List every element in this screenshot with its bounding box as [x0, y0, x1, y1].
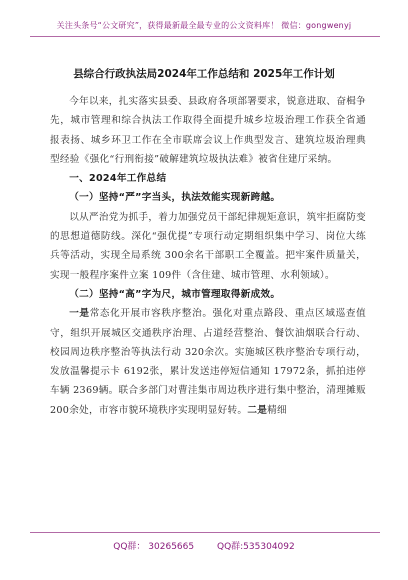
header-banner: 关注头条号“公文研究”，获得最新最全最专业的公文资料库！ 微信：gongwenyj [56, 21, 352, 30]
paragraph-text-1: 常态化开展市容秩序整治。强化对重点路段、重点区域巡查值守，组织开展城区交通秩序治理、占道经营整治、餐饮油烟联合行动、校园周边秩序整治等执法行动 320余次。实施城区秩序整治专项行动，发放温馨提示卡 6192张，累计发送违停短信通知 17972条，抓拍违停车辆 2369辆。联合多部门对曹洼集市周边秩序进行集中整治，清理摊贩 200余处，市容市貌环境秩序实现明显好转。 [50, 308, 366, 416]
footer-qq-group-1: QQ群： 30265665 [113, 542, 195, 552]
footer-divider [30, 532, 380, 533]
footer-qq-group-2: QQ群:535304092 [216, 542, 295, 552]
paragraph-text-2: 精细 [267, 404, 287, 416]
paragraph-lead-2: 二是 [247, 404, 268, 416]
header-divider [30, 36, 380, 37]
paragraph-lead-1: 一是 [69, 308, 90, 320]
subsection-heading-2: （二）坚持“高”字为尺，城市管理取得新成效。 [69, 288, 281, 300]
subsection-heading-1: （一）坚持“严”字当头，执法效能实现新跨越。 [69, 192, 281, 204]
subsection-paragraph-2 [50, 304, 366, 420]
footer [0, 539, 408, 552]
document-body [50, 92, 366, 420]
document-title: 县综合行政执法局2024年工作总结和 2025年工作计划 [73, 68, 335, 80]
section-heading-1: 一、2024年工作总结 [69, 173, 167, 185]
subsection-paragraph-1: 以从严治党为抓手，着力加强党员干部纪律规矩意识，筑牢拒腐防变的思想道德防线。深化“强优提”专项行动定期组织集中学习、岗位大练兵等活动，实现全局系统 300余名干部职工全覆盖。把牢案件质量关，实现一般程序案件立案 109件（含住建、城市管理、水利领域）。 [50, 211, 366, 281]
intro-paragraph: 今年以来，扎实落实县委、县政府各项部署要求，锐意进取、奋楫争先，城市管理和综合执法工作取得全面提升城乡垃圾治理工作获全省通报表扬、城乡环卫工作在全市联席会议上作典型发言、建筑垃圾治理典型经验《强化“行刑衔接”破解建筑垃圾执法难》被省住建厅采纳。 [50, 96, 366, 165]
